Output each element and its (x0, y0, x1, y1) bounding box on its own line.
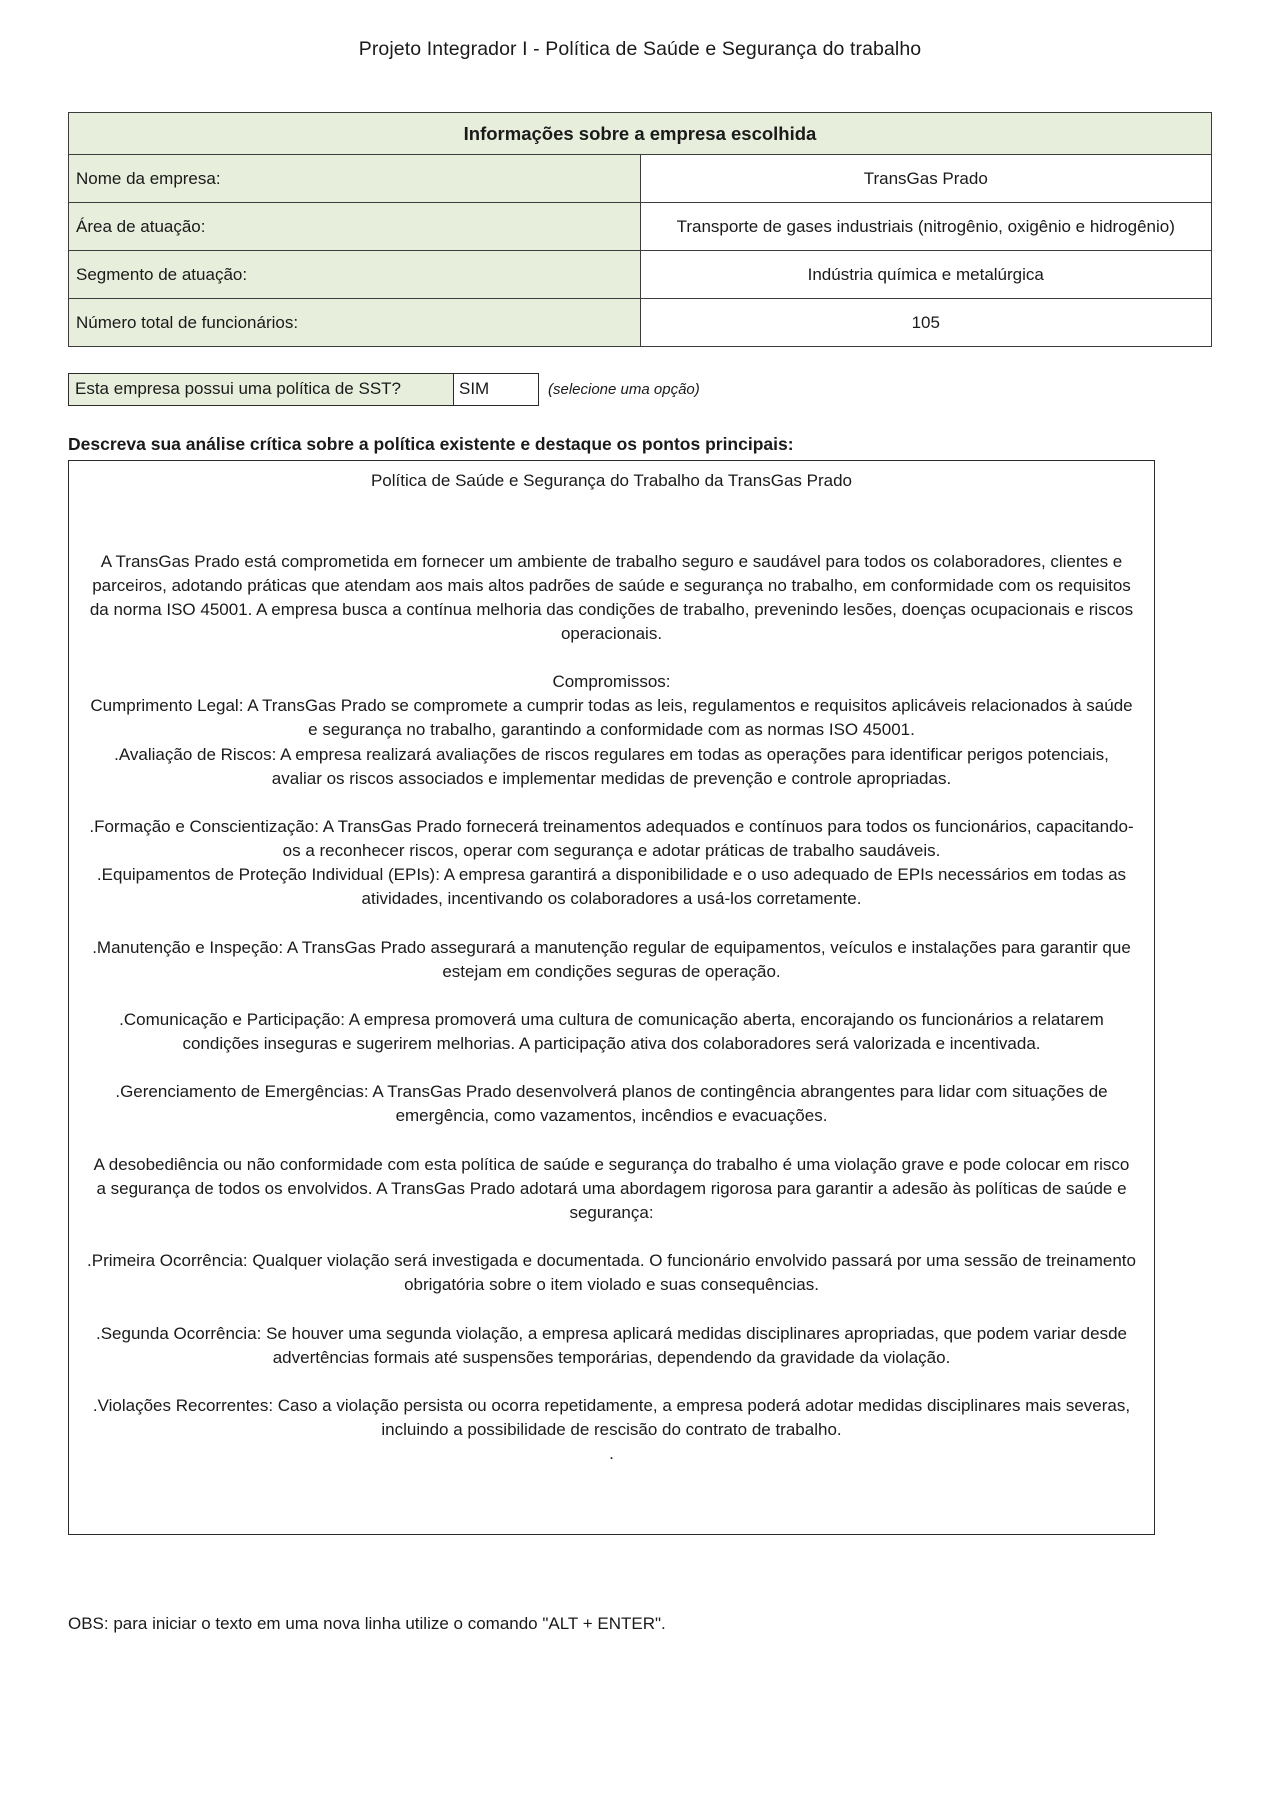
analysis-prompt-label: Descreva sua análise crítica sobre a política existente e destaque os pontos principais: (68, 434, 794, 455)
spacer (87, 1370, 1136, 1394)
table-row (69, 203, 1212, 251)
company-info-section (0, 112, 1280, 347)
analysis-paragraph: .Violações Recorrentes: Caso a violação persista ou ocorra repetidamente, a empresa poderá adotar medidas disciplinares mais severas, incluindo a possibilidade de rescisão do contrato de trabalho. (92, 1395, 1131, 1440)
value-employee-count[interactable]: 105 (640, 299, 1212, 347)
analysis-paragraph: A TransGas Prado está comprometida em fornecer um ambiente de trabalho seguro e saudável para todos os colaboradores, clientes e parceiros, adotando práticas que atendam aos mais altos padrões de saúde e segurança no trabalho, em conformidade com os requisitos da norma ISO 45001. A empresa busca a contínua melhoria das condições de trabalho, prevenindo lesões, doenças ocupacionais e riscos operacionais. (89, 551, 1134, 643)
sst-answer-select[interactable]: SIM (454, 373, 539, 406)
spacer (87, 911, 1136, 935)
analysis-paragraph: .Gerenciamento de Emergências: A TransGas Prado desenvolverá planos de contingência abrangentes para lidar com situações de emergência, como vazamentos, incêndios e evacuações. (115, 1082, 1108, 1126)
sst-question-label: Esta empresa possui uma política de SST? (68, 373, 454, 406)
analysis-paragraph: .Manutenção e Inspeção: A TransGas Prado assegurará a manutenção regular de equipamentos, veículos e instalações para garantir que estejam em condições seguras de operação. (92, 937, 1131, 981)
spacer (87, 1129, 1136, 1153)
sst-question-row (0, 373, 1280, 406)
table-row (69, 299, 1212, 347)
spacer (87, 1225, 1136, 1249)
value-area-of-activity[interactable]: Transporte de gases industriais (nitrogênio, oxigênio e hidrogênio) (640, 203, 1212, 251)
analysis-paragraph: .Formação e Conscientização: A TransGas Prado fornecerá treinamentos adequados e contínuos para todos os funcionários, capacitando-os a reconhecer riscos, operar com segurança e adotar práticas de trabalho saudáveis. (89, 816, 1134, 861)
value-segment[interactable]: Indústria química e metalúrgica (640, 251, 1212, 299)
sst-hint-text: (selecione uma opção) (548, 381, 700, 399)
analysis-section (0, 460, 1280, 1535)
spacer (87, 984, 1136, 1008)
spacer (87, 493, 1136, 549)
analysis-heading: Política de Saúde e Segurança do Trabalho da TransGas Prado (370, 471, 853, 491)
analysis-textarea[interactable] (68, 460, 1155, 1535)
analysis-paragraph: .Equipamentos de Proteção Individual (EPIs): A empresa garantirá a disponibilidade e o uso adequado de EPIs necessários em todas as atividades, incentivando os colaboradores a usá-los corretamente. (96, 865, 1127, 909)
analysis-paragraph: .Avaliação de Riscos: A empresa realizará avaliações de riscos regulares em todas as operações para identificar perigos potenciais, avaliar os riscos associados e implementar medidas de prevenção e controle apropriadas. (114, 744, 1109, 788)
table-row (69, 251, 1212, 299)
label-company-name: Nome da empresa: (69, 155, 641, 203)
table-row (69, 155, 1212, 203)
label-employee-count: Número total de funcionários: (69, 299, 641, 347)
company-info-table (68, 112, 1212, 347)
analysis-paragraph: Cumprimento Legal: A TransGas Prado se compromete a cumprir todas as leis, regulamentos e requisitos aplicáveis relacionados à saúde e segurança no trabalho, garantindo a conformidade com as normas ISO 45001. (90, 696, 1133, 740)
spacer (87, 791, 1136, 815)
analysis-paragraph: .Primeira Ocorrência: Qualquer violação será investigada e documentada. O funcionário envolvido passará por uma sessão de treinamento obrigatória sobre o item violado e suas consequências. (87, 1251, 1136, 1295)
analysis-paragraph: A desobediência ou não conformidade com esta política de saúde e segurança do trabalho é uma violação grave e pode colocar em risco a segurança de todos os envolvidos. A TransGas Prado adotará uma abordagem rigorosa para garantir a adesão às políticas de saúde e segurança: (93, 1154, 1130, 1222)
company-info-table-header: Informações sobre a empresa escolhida (69, 113, 1212, 155)
table-header-row (69, 113, 1212, 155)
spacer (87, 1297, 1136, 1321)
analysis-paragraph: .Segunda Ocorrência: Se houver uma segunda violação, a empresa aplicará medidas disciplinares apropriadas, que podem variar desde advertências formais até suspensões temporárias, dependendo da gravidade da violação. (96, 1323, 1127, 1367)
spacer (87, 1056, 1136, 1080)
analysis-paragraph: Compromissos: (552, 672, 671, 692)
label-segment: Segmento de atuação: (69, 251, 641, 299)
analysis-paragraph: . (609, 1444, 614, 1464)
value-company-name[interactable]: TransGas Prado (640, 155, 1212, 203)
footer-note: OBS: para iniciar o texto em uma nova linha utilize o comando "ALT + ENTER". (68, 1614, 666, 1634)
analysis-paragraph: .Comunicação e Participação: A empresa promoverá uma cultura de comunicação aberta, encorajando os funcionários a relatarem condições inseguras e sugerirem melhorias. A participação ativa dos colaboradores será valorizada e incentivada. (119, 1009, 1104, 1054)
page-title: Projeto Integrador I - Política de Saúde e Segurança do trabalho (358, 38, 922, 60)
label-area-of-activity: Área de atuação: (69, 203, 641, 251)
spacer (87, 646, 1136, 670)
